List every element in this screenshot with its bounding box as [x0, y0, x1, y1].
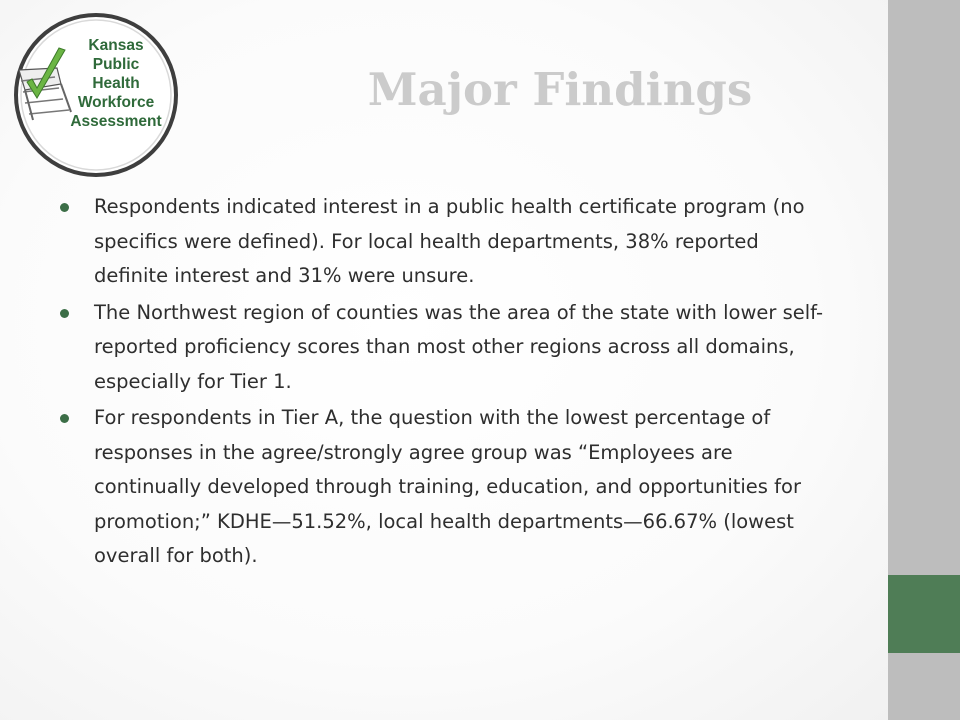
logo-line-public: Public [92, 56, 140, 73]
finding-item-1 [58, 190, 830, 294]
bullet-icon [60, 203, 69, 212]
logo-line-assessment: Assessment [70, 113, 162, 130]
kansas-assessment-logo [5, 10, 185, 180]
finding-text-2: The Northwest region of counties was the area of the state with lower self-reported proficiency scores than most other regions across all domains, especially for Tier 1. [94, 300, 824, 393]
logo-line-health: Health [92, 75, 140, 92]
side-accent-block [888, 575, 960, 653]
finding-text-1: Respondents indicated interest in a public health certificate program (no specifics were defined). For local health departments, 38% reported definite interest and 31% were unsure. [94, 195, 805, 287]
logo-text [57, 36, 175, 131]
finding-text-3: For respondents in Tier A, the question with the lowest percentage of responses in the agree/strongly agree group was “Employees are continually developed through training, education, and opportunities for promotion;” KDHE—51.52%, local health departments—66.67% (lowest overall for both). [94, 406, 801, 567]
logo-line-kansas: Kansas [88, 37, 144, 54]
finding-item-3 [58, 401, 830, 574]
findings-list [58, 190, 830, 576]
bullet-icon [60, 309, 69, 318]
bullet-icon [60, 414, 69, 423]
logo-line-workforce: Workforce [77, 94, 155, 111]
page-title: Major Findings [367, 63, 753, 116]
finding-item-2 [58, 296, 830, 400]
